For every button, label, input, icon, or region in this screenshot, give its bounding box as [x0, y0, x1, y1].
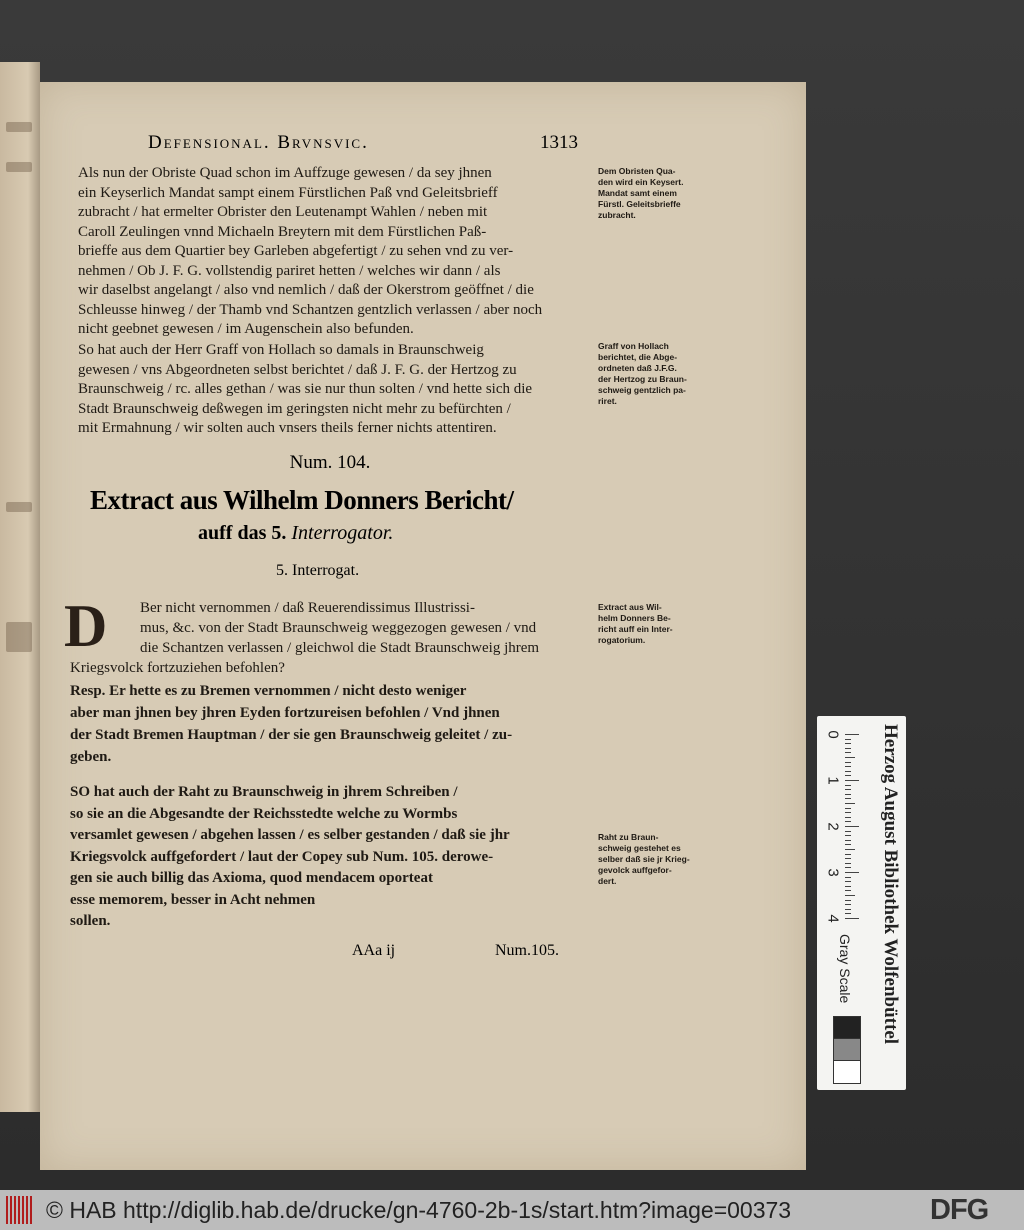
signature-mark: AAa ij [352, 942, 396, 959]
ruler-tick [845, 762, 851, 763]
ruler-tick [845, 780, 859, 781]
text-line: aber man jhnen bey jhren Eyden fortzureisen befohlen / Vnd jhnen [70, 705, 500, 721]
text-line: selber daß sie jr Krieg- [598, 854, 690, 864]
ruler-tick [845, 831, 851, 832]
text-line: zubracht. [598, 210, 636, 220]
footer-bar [0, 1190, 1024, 1230]
paragraph-2 [78, 341, 532, 439]
gray-swatch-white [833, 1060, 861, 1084]
text-line: gen sie auch billig das Axioma, quod mendacem oporteat [70, 870, 433, 886]
text-line: brieffe aus dem Quartier bey Garleben abgefertigt / zu sehen vnd zu ver- [78, 243, 514, 259]
catchword: Num.105. [495, 942, 559, 959]
text-line: Kriegsvolck fortzuziehen befohlen? [70, 660, 285, 676]
ruler-tick [845, 812, 851, 813]
question-first-lines [140, 598, 539, 658]
ruler-tick [845, 789, 851, 790]
text-line: gevolck auffgefor- [598, 865, 672, 875]
page-number: 1313 [540, 132, 578, 153]
text-line: mit Ermahnung / wir solten auch vnsers theils ferner nichts attentiren. [78, 420, 497, 436]
drop-cap: D [64, 593, 108, 659]
text-line: schweig gestehet es [598, 843, 681, 853]
ruler-number: 4 [824, 914, 842, 923]
ruler-tick [845, 877, 851, 878]
text-line: schweig gentzlich pa- [598, 385, 686, 395]
subtitle-italic: Interrogator. [291, 522, 394, 544]
ruler-tick [845, 771, 851, 772]
ruler-tick [845, 748, 851, 749]
ruler-tick [845, 817, 851, 818]
text-line: gewesen / vns Abgeordneten selbst berichtet / daß J. F. G. der Hertzog zu [78, 361, 517, 378]
paragraph-3 [70, 782, 510, 933]
text-line: richt auff ein Inter- [598, 624, 673, 634]
previous-page-edge [0, 62, 40, 1112]
text-line: Als nun der Obriste Quad schon im Auffzuge gewesen / da sey jhnen [78, 165, 492, 181]
hab-logo-icon [6, 1196, 34, 1224]
dfg-logo: DFG [930, 1194, 989, 1226]
margin-note-2 [598, 341, 687, 407]
text-line: die Schantzen verlassen / gleichwol die Stadt Braunschweig jhrem [140, 640, 540, 656]
text-line: geben. [70, 749, 112, 765]
ruler-tick [845, 775, 851, 776]
ruler-tick [845, 826, 859, 827]
ruler-tick [845, 867, 851, 868]
text-line: ein Keyserlich Mandat sampt einem Fürstlichen Paß vnd Geleitsbrieff [78, 184, 498, 201]
text-line: Extract aus Wil- [598, 602, 662, 612]
ruler-tick [845, 909, 851, 910]
ruler-tick [845, 785, 851, 786]
section-subtitle [198, 522, 393, 545]
ruler-tick [845, 890, 851, 891]
gray-swatch-mid [833, 1038, 861, 1062]
margin-note-1 [598, 166, 684, 221]
margin-note-4 [598, 832, 690, 887]
margin-note-3 [598, 602, 673, 646]
text-line: den wird ein Keysert. [598, 177, 684, 187]
text-line: Schleusse hinweg / der Thamb vnd Schantzen gentzlich verlassen / aber noch [78, 301, 543, 318]
text-line: so sie an die Abgesandte der Reichsstedte welche zu Wormbs [70, 805, 458, 822]
ruler-tick [845, 863, 851, 864]
institution-label: Herzog August Bibliothek Wolfenbüttel [880, 724, 901, 1045]
text-line: wir daselbst angelangt / also vnd nemlich / daß der Okerstrom geöffnet / die [78, 282, 534, 298]
text-line: rogatorium. [598, 635, 646, 645]
text-line: Braunschweig / rc. alles gethan / was sie nur thun solten / vnd hette sich die [78, 381, 533, 397]
ruler-tick [845, 904, 851, 905]
section-title: Extract aus Wilhelm Donners Bericht/ [90, 485, 514, 515]
text-line: berichtet, die Abge- [598, 352, 678, 362]
ruler-number: 0 [824, 730, 842, 739]
ruler-tick [845, 872, 859, 873]
ruler-tick [845, 854, 851, 855]
text-line: helm Donners Be- [598, 613, 671, 623]
text-line: nehmen / Ob J. F. G. vollstendig pariret hetten / welches wir dann / als [78, 262, 501, 279]
section-number: Num. 104. [289, 452, 371, 473]
text-line: dert. [598, 876, 617, 886]
ruler-number: 3 [824, 868, 842, 877]
ruler-tick [845, 752, 851, 753]
text-line: der Stadt Bremen Hauptman / der sie gen Braunschweig geleitet / zu- [70, 727, 513, 743]
ruler-tick [845, 734, 859, 735]
gray-scale-label: Gray Scale [837, 934, 853, 1004]
text-line: sollen. [70, 913, 111, 929]
ruler-number: 1 [824, 776, 842, 785]
ruler-tick [845, 886, 851, 887]
text-line: ordneten daß J.F.G. [598, 363, 677, 373]
ruler-tick [845, 808, 851, 809]
text-line: Graff von Hollach [598, 341, 669, 351]
ruler-tick [845, 798, 851, 799]
text-line: zubracht / hat ermelter Obrister den Leutenampt Wahlen / neben mit [78, 204, 488, 220]
text-line: Dem Obristen Qua- [598, 166, 676, 176]
ruler-tick [845, 743, 851, 744]
ruler-tick [845, 858, 851, 859]
interrogat-heading: 5. Interrogat. [276, 562, 360, 579]
text-line: Resp. Er hette es zu Bremen vernommen / nicht desto weniger [70, 683, 467, 699]
text-line: Ber nicht vernommen / daß Reuerendissimus Illustrissi- [140, 600, 475, 616]
ruler-tick [845, 918, 859, 919]
text-line: versamlet gewesen / abgehen lassen / es selber gestanden / daß sie jhr [70, 827, 510, 843]
ruler-tick [845, 739, 851, 740]
text-line: Kriegsvolck auffgefordert / laut der Copey sub Num. 105. derowe- [70, 848, 494, 865]
paragraph-1 [78, 164, 542, 340]
ruler-tick [845, 895, 855, 896]
text-line: SO hat auch der Raht zu Braunschweig in jhrem Schreiben / [70, 784, 458, 800]
ruler-number: 2 [824, 822, 842, 831]
subtitle-prefix: auff das 5. [198, 522, 287, 544]
ruler-tick [845, 803, 855, 804]
response [70, 680, 512, 768]
text-line: Stadt Braunschweig deßwegen im geringsten nicht mehr zu befürchten / [78, 400, 511, 417]
ruler-tick [845, 794, 851, 795]
ruler-tick [845, 913, 851, 914]
ruler-tick [845, 757, 855, 758]
text-line: Mandat samt einem [598, 188, 677, 198]
ruler-tick [845, 900, 851, 901]
ruler-tick [845, 844, 851, 845]
text-line: mus, &c. von der Stadt Braunschweig weggezogen gewesen / vnd [140, 620, 537, 636]
ruler-tick [845, 881, 851, 882]
ruler-tick [845, 849, 855, 850]
text-line: riret. [598, 396, 617, 406]
text-line: nicht geebnet gewesen / im Augenschein also befunden. [78, 321, 414, 337]
text-line: Fürstl. Geleitsbrieffe [598, 199, 681, 209]
text-line: der Hertzog zu Braun- [598, 374, 687, 384]
ruler-tick [845, 766, 851, 767]
text-line: esse memorem, besser in Acht nehmen [70, 891, 316, 908]
scanned-page [40, 82, 806, 1170]
question-last-line [70, 659, 285, 679]
gray-swatch-black [833, 1016, 861, 1040]
running-title: Defensional. Brvnsvic. [148, 132, 369, 153]
copyright-url[interactable]: © HAB http://diglib.hab.de/drucke/gn-4760-2b-1s/start.htm?image=00373 [46, 1197, 792, 1223]
color-scale-ruler [817, 716, 906, 1090]
ruler-tick [845, 835, 851, 836]
text-line: Caroll Zeulingen vnnd Michaeln Breytern mit dem Fürstlichen Paß- [78, 223, 487, 240]
text-line: Raht zu Braun- [598, 832, 659, 842]
ruler-tick [845, 821, 851, 822]
text-line: So hat auch der Herr Graff von Hollach so damals in Braunschweig [78, 342, 484, 358]
ruler-tick [845, 840, 851, 841]
ruler-scale [823, 726, 859, 936]
